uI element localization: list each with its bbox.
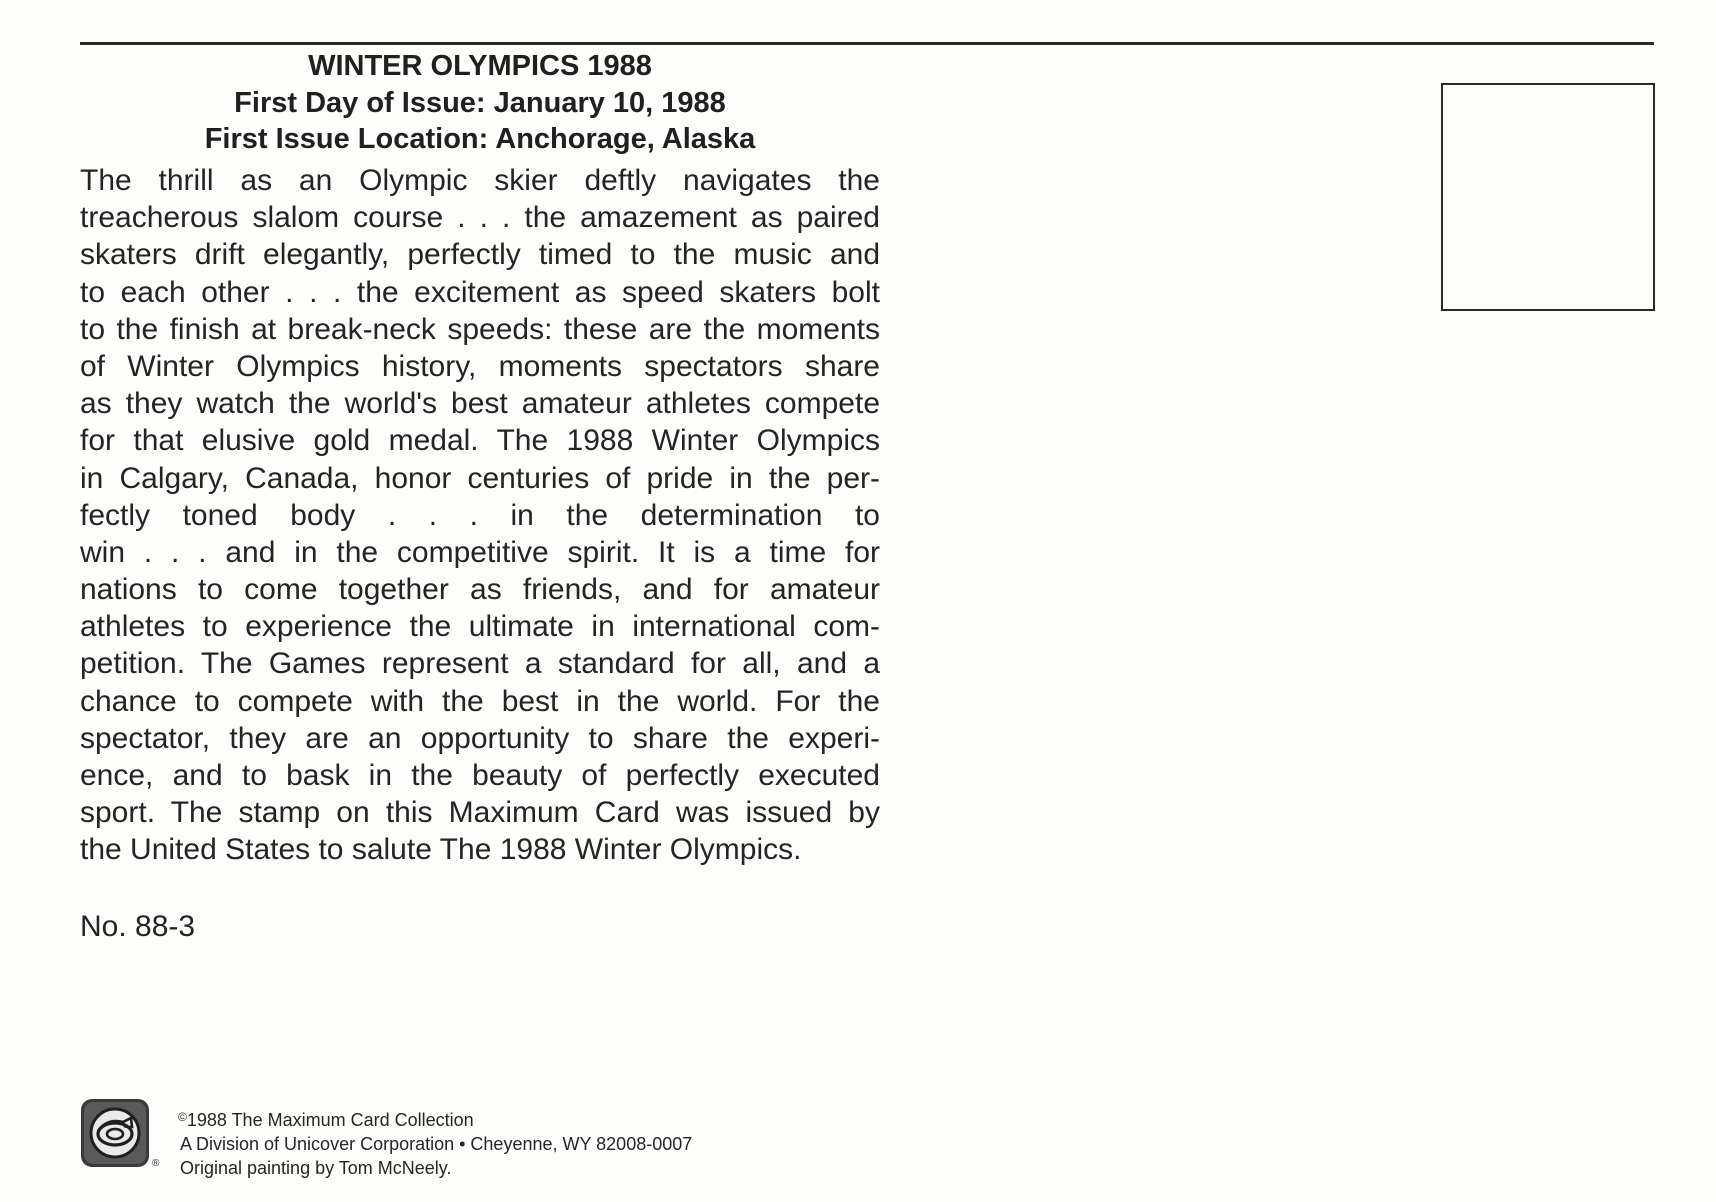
description-line: petition. The Games represent a standard for all, and a xyxy=(80,647,880,681)
card-title: WINTER OLYMPICS 1988 xyxy=(308,50,652,82)
description-line: spectator, they are an opportunity to share the experi- xyxy=(80,721,880,755)
publisher-credits xyxy=(180,1105,692,1180)
description-line: the United States to salute The 1988 Winter Olympics. xyxy=(80,833,802,867)
painting-credit: Original painting by Tom McNeely. xyxy=(180,1158,452,1178)
copyright-text: 1988 The Maximum Card Collection xyxy=(186,1110,474,1130)
post-horn-logo-icon xyxy=(80,1098,150,1168)
description-line: nations to come together as friends, and for amateur xyxy=(80,573,880,607)
description-line: to each other . . . the excitement as speed skaters bolt xyxy=(80,275,880,309)
description-line: win . . . and in the competitive spirit. It is a time for xyxy=(80,535,880,569)
description-text xyxy=(80,162,880,869)
description-line: for that elusive gold medal. The 1988 Winter Olympics xyxy=(80,424,880,458)
description-line: The thrill as an Olympic skier deftly navigates the xyxy=(80,164,880,197)
description-line: of Winter Olympics history, moments spectators share xyxy=(80,349,880,383)
first-day-of-issue: First Day of Issue: January 10, 1988 xyxy=(234,86,726,119)
publisher-address: A Division of Unicover Corporation • Cheyenne, WY 82008-0007 xyxy=(180,1134,693,1154)
card-heading xyxy=(80,48,880,158)
registered-mark: ® xyxy=(152,1158,160,1169)
description-line: in Calgary, Canada, honor centuries of pride in the per- xyxy=(80,461,880,495)
description-line: skaters drift elegantly, perfectly timed to the music and xyxy=(80,238,880,272)
description-line: chance to compete with the best in the world. For the xyxy=(80,684,880,718)
description-line: fectly toned body . . . in the determination to xyxy=(80,498,880,532)
copyright-line xyxy=(178,1105,692,1132)
first-issue-location: First Issue Location: Anchorage, Alaska xyxy=(204,123,756,155)
description-line: to the finish at break-neck speeds: these are the moments xyxy=(80,312,880,346)
description-line: athletes to experience the ultimate in international com- xyxy=(80,610,880,644)
copyright-symbol: © xyxy=(178,1110,187,1124)
description-line: ence, and to bask in the beauty of perfectly executed xyxy=(80,759,880,792)
description-line: as they watch the world's best amateur athletes compete xyxy=(80,387,880,421)
description-line: treacherous slalom course . . . the amazement as paired xyxy=(80,201,880,235)
description-line: sport. The stamp on this Maximum Card was issued by xyxy=(80,796,880,830)
stamp-placement-box xyxy=(1441,83,1655,311)
top-rule xyxy=(80,42,1654,45)
card-number: No. 88-3 xyxy=(80,910,196,943)
